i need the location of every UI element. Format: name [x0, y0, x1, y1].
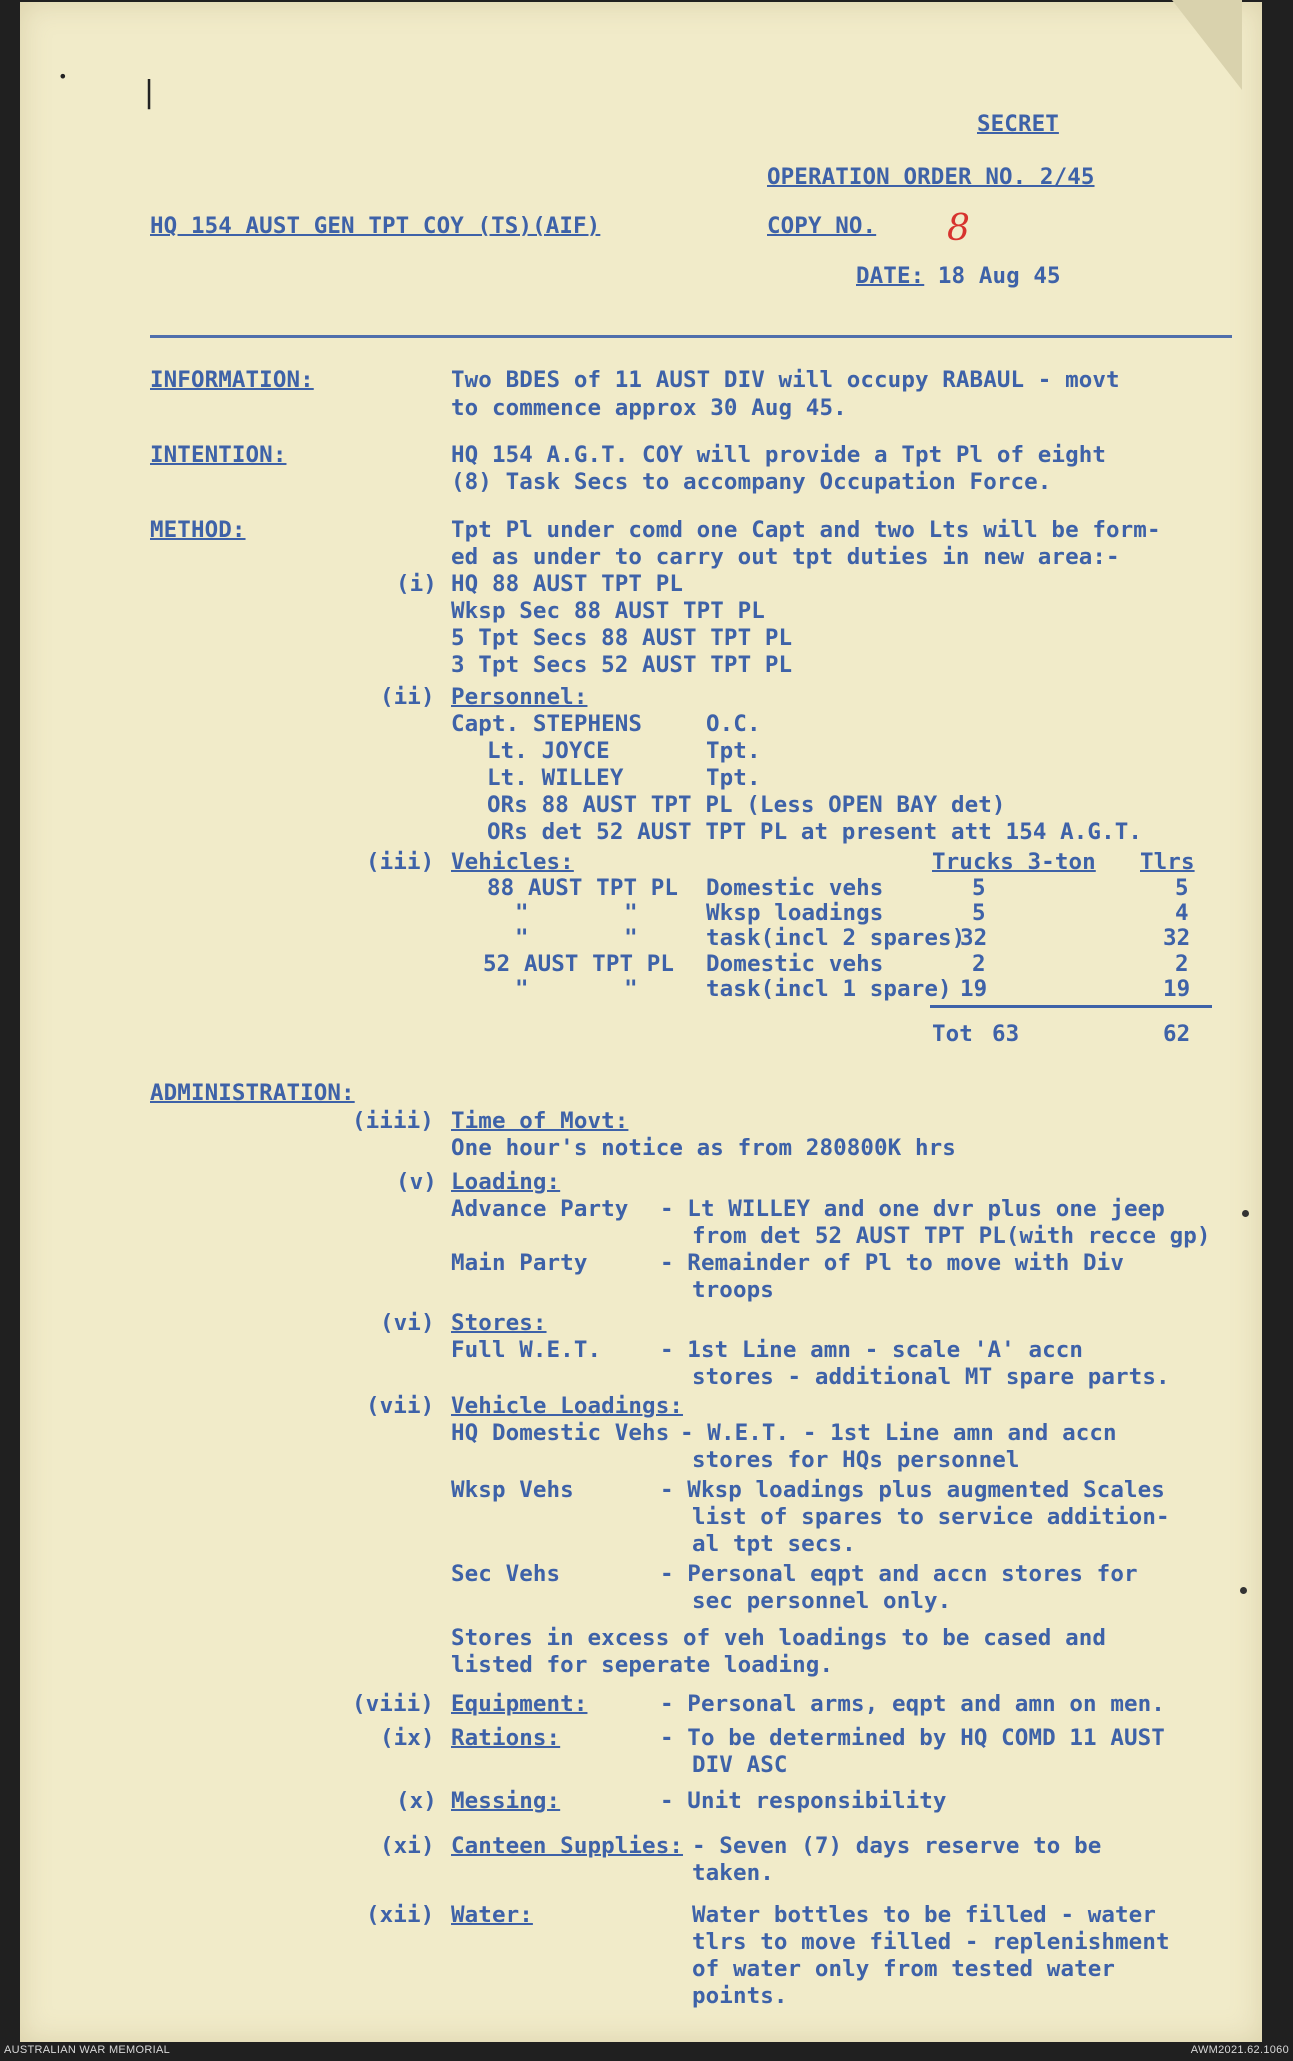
vehicle-row-desc: task(incl 1 spare) — [706, 976, 952, 1002]
item-i-line: 5 Tpt Secs 88 AUST TPT PL — [451, 625, 793, 651]
item-ii-number: (ii) — [380, 684, 435, 710]
item-iiii-number: (iiii) — [352, 1108, 434, 1134]
vehicle-row-desc: Domestic vehs — [706, 951, 884, 977]
vehicle-row-unit: " " — [515, 925, 638, 951]
canteen-line: taken. — [692, 1860, 774, 1886]
vehicles-col-trailers: Tlrs — [1140, 849, 1195, 875]
vehicle-row-unit: 88 AUST TPT PL — [487, 875, 679, 901]
wksp-vehs-line: list of spares to service addition- — [692, 1504, 1170, 1530]
date-line — [856, 262, 1061, 290]
vehicle-row-unit: 52 AUST TPT PL — [483, 951, 675, 977]
personnel-role: O.C. — [706, 711, 761, 737]
intention-heading: INTENTION: — [150, 442, 287, 468]
footer-collection: AUSTRALIAN WAR MEMORIAL — [4, 2044, 171, 2056]
water-line: tlrs to move filled - replenishment — [692, 1929, 1170, 1955]
item-i-number: (i) — [396, 571, 437, 597]
rations-line: DIV ASC — [692, 1752, 788, 1778]
wksp-vehs-label: Wksp Vehs — [451, 1477, 574, 1503]
wksp-vehs-line: - Wksp loadings plus augmented Scales — [660, 1477, 1165, 1503]
item-i-line: HQ 88 AUST TPT PL — [451, 571, 683, 597]
vehicle-row-trailers: 2 — [1175, 951, 1189, 977]
water-line: Water bottles to be filled - water — [692, 1902, 1156, 1928]
vehicle-row-trucks: 5 — [972, 875, 986, 901]
rations-line: - To be determined by HQ COMD 11 AUST — [660, 1725, 1165, 1751]
personnel-ors-line: ORs 88 AUST TPT PL (Less OPEN BAY det) — [487, 792, 1006, 818]
advance-party-label: Advance Party — [451, 1196, 629, 1222]
vehicle-row-unit: " " — [515, 900, 638, 926]
time-of-movt-text: One hour's notice as from 280800K hrs — [451, 1135, 956, 1161]
vehicle-loadings-heading: Vehicle Loadings: — [451, 1393, 683, 1419]
vehicle-row-desc: Wksp loadings — [706, 900, 884, 926]
loading-heading: Loading: — [451, 1169, 561, 1195]
personnel-name: Lt. JOYCE — [487, 738, 610, 764]
item-xi-number: (xi) — [380, 1833, 435, 1859]
folded-corner — [1172, 0, 1242, 90]
item-viii-number: (viii) — [352, 1691, 434, 1717]
rations-heading: Rations: — [451, 1725, 561, 1751]
advance-party-line: - Lt WILLEY and one dvr plus one jeep — [660, 1196, 1165, 1222]
personnel-role: Tpt. — [706, 738, 761, 764]
ink-dot — [1240, 1587, 1247, 1594]
totals-trailers: 62 — [1163, 1021, 1191, 1047]
item-v-number: (v) — [396, 1169, 437, 1195]
item-ix-number: (ix) — [380, 1725, 435, 1751]
hq-domestic-label: HQ Domestic Vehs — [451, 1420, 670, 1446]
stores-label: Full W.E.T. — [451, 1337, 602, 1363]
item-i-line: Wksp Sec 88 AUST TPT PL — [451, 598, 765, 624]
intention-line-1: HQ 154 A.G.T. COY will provide a Tpt Pl of eight — [451, 442, 1107, 468]
vehicles-col-trucks: Trucks 3-ton — [932, 849, 1096, 875]
item-vi-number: (vi) — [380, 1310, 435, 1336]
equipment-heading: Equipment: — [451, 1691, 588, 1717]
water-line: of water only from tested water — [692, 1956, 1116, 1982]
vehicle-row-trucks: 2 — [972, 951, 986, 977]
information-heading: INFORMATION: — [150, 367, 314, 393]
main-party-line: - Remainder of Pl to move with Div — [660, 1250, 1124, 1276]
canteen-heading: Canteen Supplies: — [451, 1833, 683, 1859]
method-line-1: Tpt Pl under comd one Capt and two Lts will be form- — [451, 517, 1161, 543]
item-iii-number: (iii) — [366, 849, 435, 875]
time-of-movt-heading: Time of Movt: — [451, 1108, 629, 1134]
equipment-text: - Personal arms, eqpt and amn on men. — [660, 1691, 1165, 1717]
hq-domestic-line: - W.E.T. - 1st Line amn and accn — [680, 1420, 1117, 1446]
administration-heading: ADMINISTRATION: — [150, 1080, 355, 1106]
vehicles-heading: Vehicles: — [451, 849, 574, 875]
main-party-label: Main Party — [451, 1250, 588, 1276]
date-value: 18 Aug 45 — [937, 263, 1061, 289]
sec-vehs-line: sec personnel only. — [692, 1588, 952, 1614]
personnel-name: Lt. WILLEY — [487, 765, 624, 791]
personnel-name: Capt. STEPHENS — [451, 711, 643, 737]
intention-line-2: (8) Task Secs to accompany Occupation Force. — [451, 469, 1052, 495]
information-line-2: to commence approx 30 Aug 45. — [451, 395, 847, 421]
advance-party-line: from det 52 AUST TPT PL(with recce gp) — [692, 1223, 1211, 1249]
footer-accession-number: AWM2021.62.1060 — [1190, 2044, 1289, 2056]
information-line-1: Two BDES of 11 AUST DIV will occupy RABAUL - movt — [451, 367, 1120, 393]
ink-speck: • — [58, 67, 68, 86]
stores-line: stores - additional MT spare parts. — [692, 1364, 1170, 1390]
item-i-line: 3 Tpt Secs 52 AUST TPT PL — [451, 652, 793, 678]
item-vii-number: (vii) — [366, 1393, 435, 1419]
totals-label: Tot — [932, 1021, 973, 1047]
water-line: points. — [692, 1983, 788, 2009]
vehicle-row-trailers: 19 — [1163, 976, 1191, 1002]
item-x-number: (x) — [396, 1788, 437, 1814]
main-party-line: troops — [692, 1277, 774, 1303]
vehicle-row-trucks: 5 — [972, 900, 986, 926]
vehicle-row-trucks: 32 — [960, 925, 988, 951]
vehicle-row-trailers: 32 — [1163, 925, 1191, 951]
vehicle-row-desc: Domestic vehs — [706, 875, 884, 901]
ink-dot — [1242, 1210, 1249, 1217]
operation-order-number: OPERATION ORDER NO. 2/45 — [767, 164, 1095, 190]
sec-vehs-label: Sec Vehs — [451, 1561, 561, 1587]
method-heading: METHOD: — [150, 517, 246, 543]
vehicle-row-trailers: 4 — [1175, 900, 1189, 926]
header-divider — [150, 335, 1232, 338]
personnel-role: Tpt. — [706, 765, 761, 791]
totals-trucks: 63 — [992, 1021, 1020, 1047]
vehicle-row-desc: task(incl 2 spares) — [706, 925, 966, 951]
date-label: DATE: — [856, 263, 925, 289]
messing-heading: Messing: — [451, 1788, 561, 1814]
issuing-unit: HQ 154 AUST GEN TPT COY (TS)(AIF) — [150, 213, 601, 239]
personnel-heading: Personnel: — [451, 684, 588, 710]
stores-heading: Stores: — [451, 1310, 547, 1336]
wksp-vehs-line: al tpt secs. — [692, 1531, 856, 1557]
vehicle-row-unit: " " — [515, 976, 638, 1002]
messing-text: - Unit responsibility — [660, 1788, 947, 1814]
vehicle-row-trucks: 19 — [960, 976, 988, 1002]
stores-line: - 1st Line amn - scale 'A' accn — [660, 1337, 1084, 1363]
pencil-mark: | — [140, 75, 159, 110]
sec-vehs-line: - Personal eqpt and accn stores for — [660, 1561, 1138, 1587]
stores-excess-line: listed for seperate loading. — [451, 1652, 834, 1678]
vehicle-row-trailers: 5 — [1175, 875, 1189, 901]
water-heading: Water: — [451, 1902, 533, 1928]
hq-domestic-line: stores for HQs personnel — [692, 1447, 1020, 1473]
classification-secret: SECRET — [977, 111, 1059, 137]
personnel-ors-line: ORs det 52 AUST TPT PL at present att 154 A.G.T. — [487, 819, 1143, 845]
stores-excess-line: Stores in excess of veh loadings to be cased and — [451, 1625, 1107, 1651]
handwritten-copy-number: 8 — [947, 208, 970, 249]
canteen-line: - Seven (7) days reserve to be — [692, 1833, 1102, 1859]
item-xii-number: (xii) — [366, 1902, 435, 1928]
method-line-2: ed as under to carry out tpt duties in new area:- — [451, 544, 1120, 570]
totals-rule — [930, 1005, 1212, 1008]
copy-number-label: COPY NO. — [767, 213, 877, 239]
